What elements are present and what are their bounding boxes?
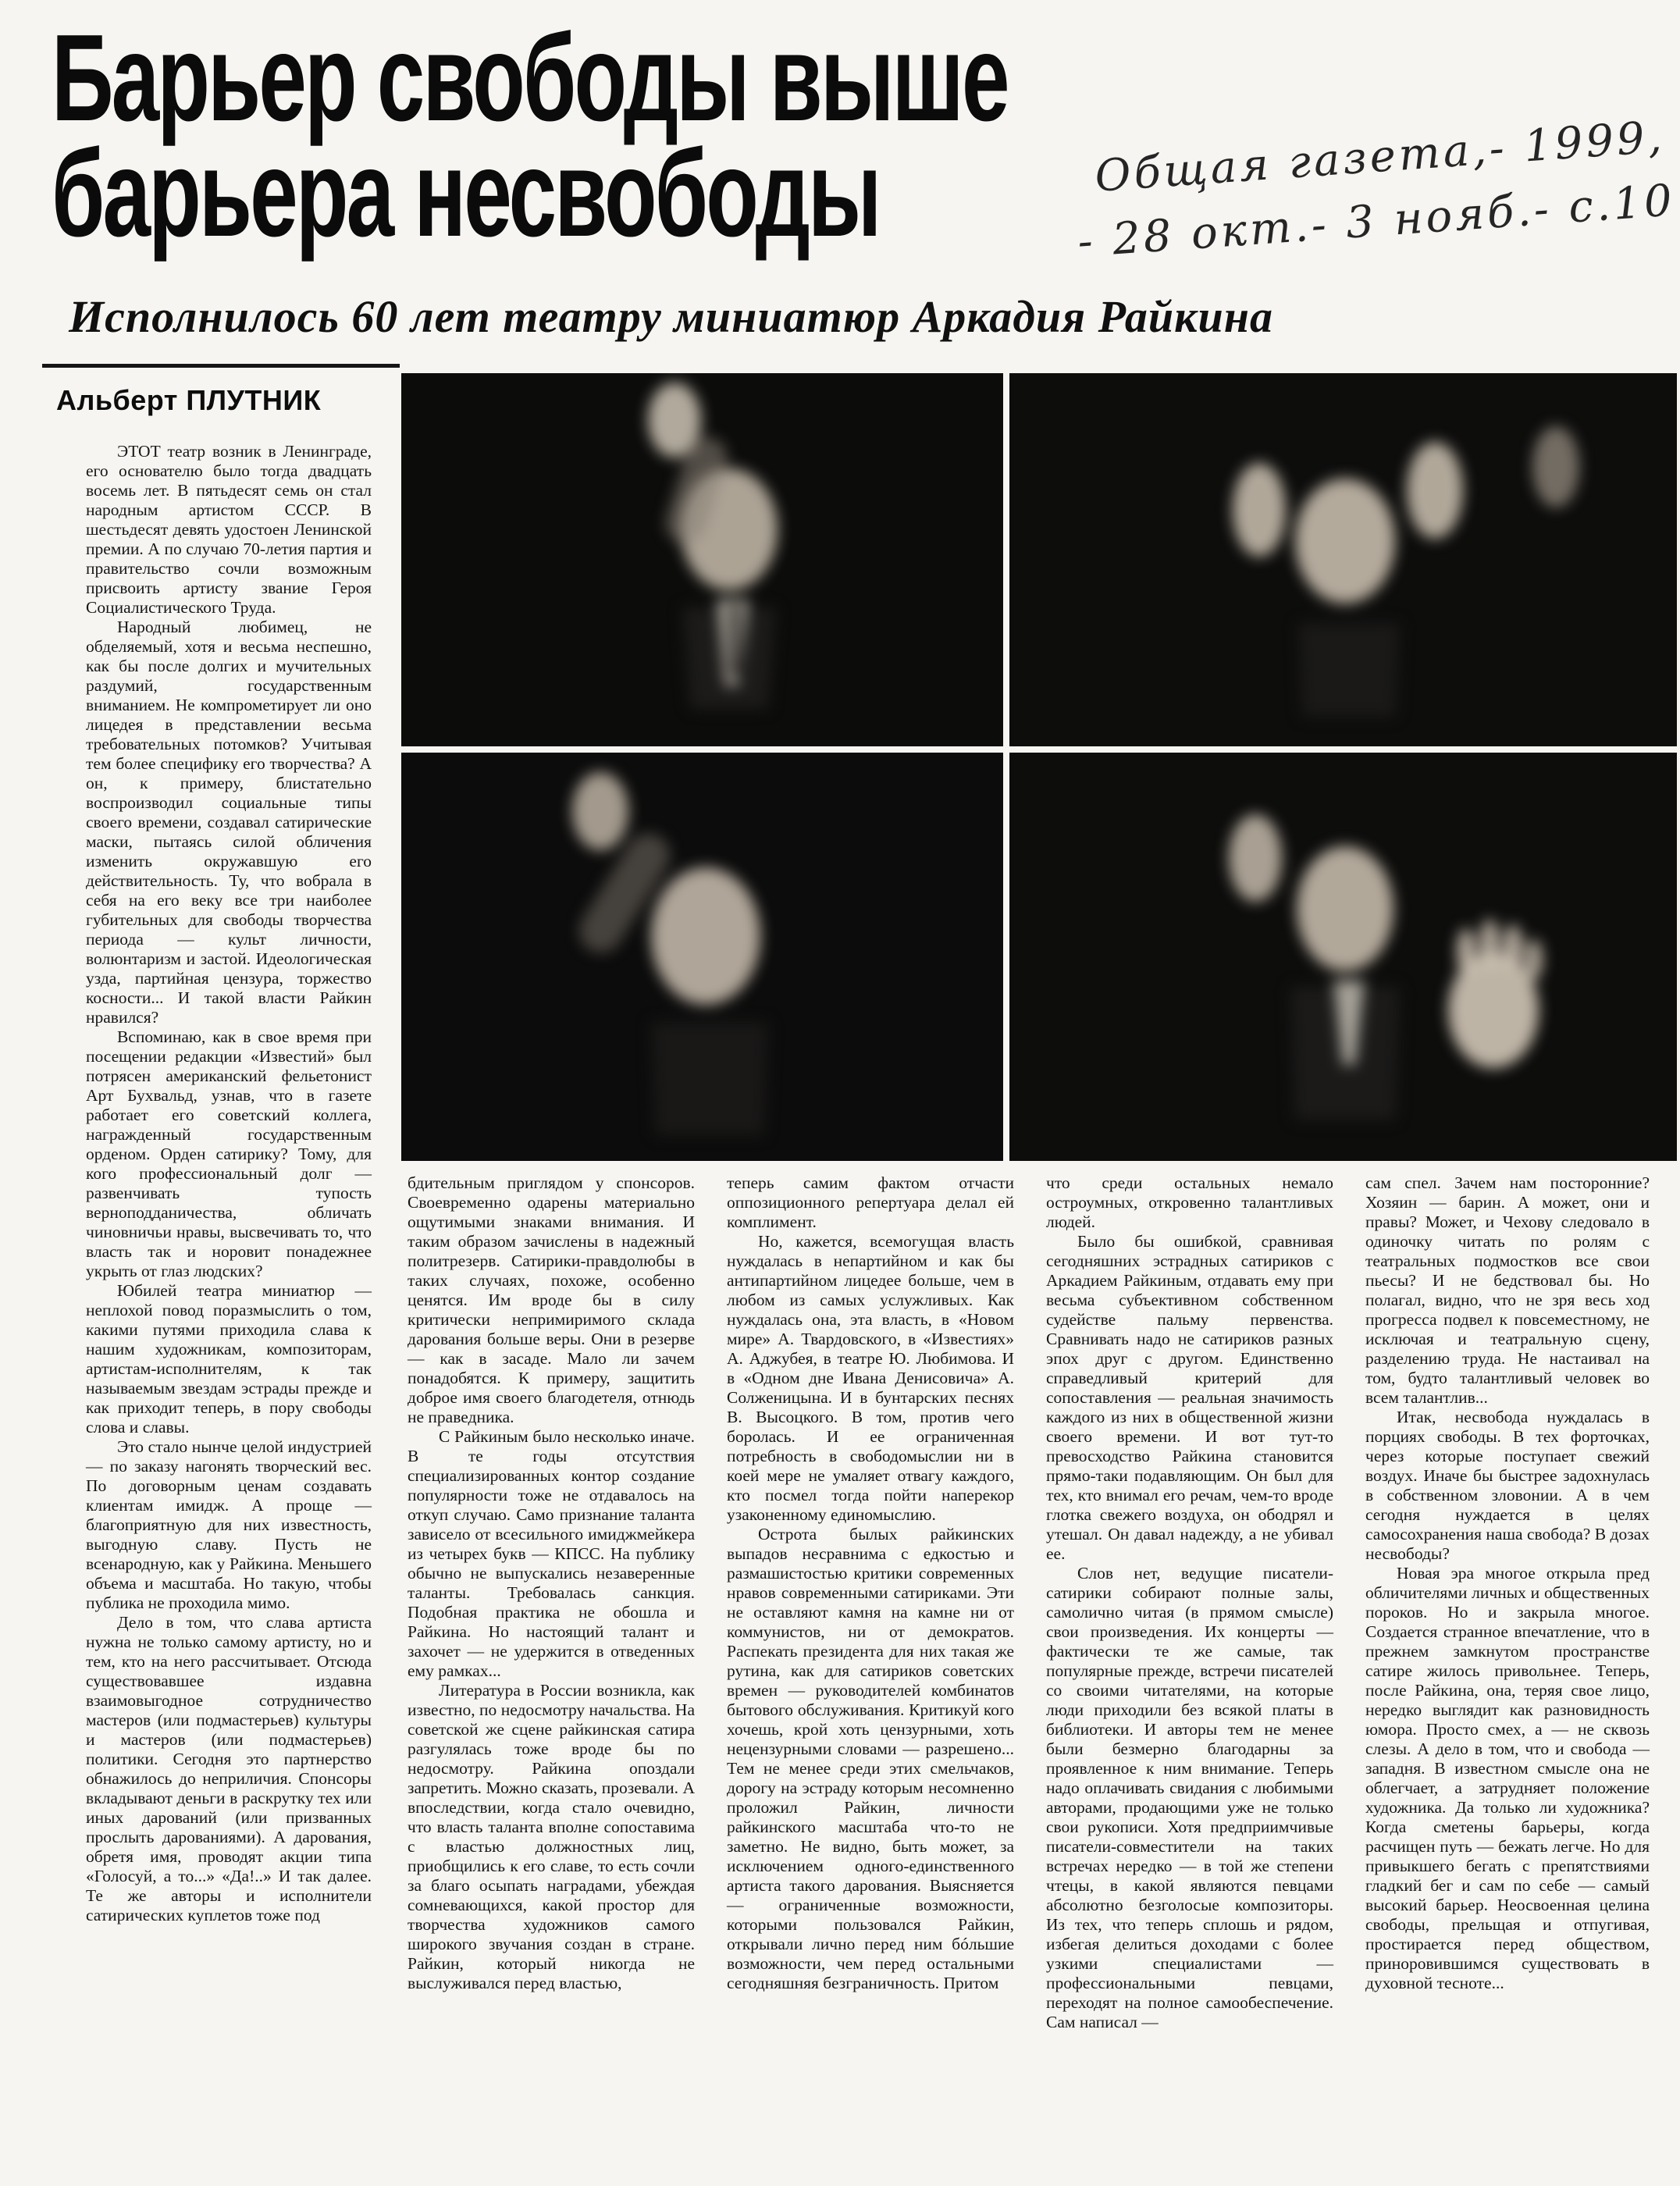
paragraph: Это стало нынче целой индустрией — по заказу нагонять творческий вес. По договорным ценам создавать клиентам имидж. А проще — благоприятную для них известность, выгодную славу. Пусть не всенародную, как у Райкина. Меньшего объема и масштаба. Но такую, чтобы публика не проходила мимо. (86, 1437, 372, 1612)
paragraph: бдительным приглядом у спонсоров. Своевременно одарены материально ощутимыми знаками внимания. И таким образом зачислены в надежный политрезерв. Сатирики-правдолюбы в таких случаях, похоже, особенно ценятся. Им вроде бы в силу критически непримиримого склада дарования больше веры. Они в резерве — как в засаде. Мало ли зачем понадобятся. К примеру, защитить доброе имя своего благодетеля, отнюдь не праведника. (408, 1173, 695, 1426)
paragraph: теперь самим фактом отчасти оппозиционного репертуара делал ей комплимент. (727, 1173, 1014, 1231)
paragraph: Литература в России возникла, как известно, по недосмотру начальства. На советской же сцене райкинская сатира разгулялась тоже вроде бы по недосмотру. Райкина опоздали запретить. Можно сказать, прозевали. А впоследствии, когда стало очевидно, что власть таланта вполне сопоставима с властью должностных лиц, приобщились к его славе, то есть сочли за благо осыпать наградами, убеждая сомневающихся, какой простор для творчества художников самого широкого звучания создан в стране. Райкин, который никогда не выслуживался перед властью, (408, 1681, 695, 1992)
paragraph: С Райкиным было несколько иначе. В те годы отсутствия специализированных контор создание популярности тоже не отдавалось на откуп случаю. Само признание таланта зависело от всесильного имиджмейкера из четырех букв — КПСС. На публику обычно не выпускались незаверенные таланты. Требовалась санкция. Подобная практика не обошла и Райкина. Но настоящий талант и захочет — не удержится в отведенных ему рамках... (408, 1427, 695, 1680)
paragraph: Итак, несвобода нуждалась в порциях свободы. В тех форточках, через которые поступает свежий воздух. Иначе бы быстрее задохнулась в собственном зловонии. А в чем сегодня нуждается в целях самосохранения наша свобода? В дозах несвободы? (1365, 1408, 1650, 1563)
paragraph: сам спел. Зачем нам посторонние? Хозяин — барин. А может, они и правы? Может, и Чехову следовало в одиночку читать по ролям с театральных подмостков все свои пьесы? И не бедствовал бы. Но полагал, видно, что не зря весь ход прогресса подвел к повсеместному, не исключая и театральную сцену, разделению труда. Не настаивал на том, будто талантливый человек во всем талантлив... (1365, 1173, 1650, 1407)
text-column-2 (408, 1173, 695, 1993)
subtitle: Исполнилось 60 лет театру миниатюр Аркадия Райкина (69, 291, 1273, 342)
text-column-1 (86, 442, 372, 1925)
citation-line-2: - 28 окт.- 3 нояб.- с.10 (1076, 175, 1677, 268)
citation-line-1: Общая газета,- 1999, (1093, 112, 1667, 202)
text-column-3 (727, 1173, 1014, 1993)
paragraph: Слов нет, ведущие писатели-сатирики собирают полные залы, самолично читая (в прямом смысле) свои произведения. Их концерты — фактически те же самые, так популярные прежде, встречи писателей со своими читателями, на которые люди приходили без всякой платы в библиотеки. И авторы тем не менее были безмерно благодарны за проявленное к ним внимание. Теперь надо оплачивать свидания с любимыми авторами, продающими уже не только свои рукописи. Хотя предприимчивые писатели-совместители на таких встречах нередко — в той же степени чтецы, в какой являются певцами абсолютно безголосые композиторы. Из тех, что теперь сплошь и рядом, избегая делиться доходами с более узкими специалистами — профессиональными певцами, переходят на полное самообеспечение. Сам написал — (1046, 1564, 1333, 2031)
byline-divider (42, 364, 400, 368)
paragraph: Народный любимец, не обделяемый, хотя и весьма неспешно, как бы после долгих и мучительных раздумий, государственным вниманием. Не компрометирует ли оно лицедея в представлении весьма требовательных потомков? Учитывая тем более специфику его творчества? А он, к примеру, блистательно воспроизводил социальные типы своего времени, создавал сатирические маски, пытаясь силой обличения изменить окружавшую его действительность. Ту, что вобрала в себя на его веку все три наиболее губительных для свободы творчества периода — культ личности, волюнтаризм и застой. Идеологическая узда, партийная цензура, торжество косности... И такой власти Райкин нравился? (86, 618, 372, 1027)
headline-line-2: барьера несвободы (52, 125, 880, 262)
photo-raikin-raised-arm (401, 753, 1003, 1161)
photo-raikin-hands-framing-face (1009, 373, 1677, 746)
author-byline: Альберт ПЛУТНИК (56, 384, 322, 416)
paragraph: что среди остальных немало остроумных, откровенно талантливых людей. (1046, 1173, 1333, 1231)
photo-raikin-open-palm (1009, 753, 1677, 1161)
paragraph: Острота былых райкинских выпадов несравнима с едкостью и размашистостью критики современных нравов современными сатириками. Эти не оставляют камня на камне ни от коммунистов, ни от демократов. Распекать президента для них такая же рутина, как для сатириков советских времен — руководителей комбинатов бытового обслуживания. Критикуй кого хочешь, крой хоть цензурными, хоть нецензурными словами — разрешено... Тем не менее среди этих смельчаков, дорогу на эстраду которым несомненно проложил Райкин, личности райкинского масштаба что-то не заметно. Не видно, быть может, за исключением одного-единственного артиста такого дарования. Выясняется — ограниченные возможности, которыми пользовался Райкин, открывали лично перед ним бóльшие возможности, чем перед остальными сегодняшняя безграничность. Притом (727, 1525, 1014, 1992)
paragraph: Новая эра многое открыла пред обличителями личных и общественных пороков. Но и закрыла многое. Создается странное впечатление, что в прежнем замкнутом пространстве сатире жилось привольнее. Теперь, после Райкина, она, теряя свое лицо, нередко выглядит как разновидность юмора. Просто смех, а — не сквозь слезы. А дело в том, что и свобода — западня. В известном смысле она не облегчает, а затрудняет положение художника. Да только ли художника? Когда сметены барьеры, когда расчищен путь — бежать легче. Но для привыкшего бегать с препятствиями гладкий бег и сам по себе — самый высокий барьер. Неосвоенная целина свободы, прельщая и отпугивая, простирается перед обществом, приноровившимся существовать в духовной тесноте... (1365, 1564, 1650, 1992)
headline-line-1: Барьер свободы выше (52, 9, 1008, 147)
paragraph: ЭТОТ театр возник в Ленинграде, его основателю было тогда двадцать восемь лет. В пятьдесят семь он стал народным артистом СССР. В шестьдесят девять удостоен Ленинской премии. А по случаю 70-летия партия и правительство сочли возможным присвоить артисту звание Героя Социалистического Труда. (86, 442, 372, 617)
photo-grid (401, 373, 1677, 1161)
text-column-5 (1365, 1173, 1650, 1993)
photo-raikin-pointing-up (401, 373, 1003, 746)
paragraph: Вспоминаю, как в свое время при посещении редакции «Известий» был потрясен американский фельетонист Арт Бухвальд, узнав, что в газете работает его советский коллега, награжденный государственным орденом. Орден сатирику? Тому, для кого профессиональный долг — развенчивать тупость верноподданичества, обличать чиновничьи нравы, высвечивать то, что власть так и норовит понадежнее укрыть от глаз людских? (86, 1027, 372, 1280)
paragraph: Но, кажется, всемогущая власть нуждалась в непартийном и как бы антипартийном лицедее больше, чем в любом из самых услужливых. Как нуждалась она, эта власть, в «Новом мире» А. Твардовского, в «Известиях» А. Аджубея, в театре Ю. Любимова. И в «Одном дне Ивана Денисовича» А. Солженицына. И в бунтарских песнях В. Высоцкого. В том, против чего боролась. И ее ограниченная потребность в свободомыслии ни в коей мере не умаляет отвагу каждого, кто посмел тогда пойти наперекор узаконенному единомыслию. (727, 1232, 1014, 1524)
paragraph: Дело в том, что слава артиста нужна не только самому артисту, но и тем, кто на него рассчитывает. Отсюда существовавшее издавна взаимовыгодное сотрудничество мастеров (или подмастерьев) культуры и мастеров (или подмастерьев) политики. Сегодня это партнерство обнажилось до неприличия. Спонсоры вкладывают деньги в раскрутку тех или иных дарований (или призванных прослыть дарованиями). А дарования, обретя имя, проводят акции типа «Голосуй, а то...» «Да!..» И так далее. Те же авторы и исполнители сатирических куплетов тоже под (86, 1613, 372, 1924)
paragraph: Юбилей театра миниатюр — неплохой повод поразмыслить о том, какими путями приходила слава к нашим художникам, композиторам, артистам-исполнителям, к так называемым звездам эстрады прежде и как приходит теперь, в пору свободы слова и славы. (86, 1281, 372, 1437)
text-column-4 (1046, 1173, 1333, 2032)
paragraph: Было бы ошибкой, сравнивая сегодняшних эстрадных сатириков с Аркадием Райкиным, отдавать ему при весьма субъективном собственном судействе пальму первенства. Сравнивать надо не сатириков разных эпох друг с другом. Единственно справедливый критерий для сопоставления — реальная значимость каждого из них в общественной жизни своего времени. И вот тут-то превосходство Райкина становится прямо-таки подавляющим. Он был для тех, кто внимал его речам, чем-то вроде глотка свежего воздуха, он ободрял и утешал. Он давал надежду, а не убивал ее. (1046, 1232, 1333, 1563)
